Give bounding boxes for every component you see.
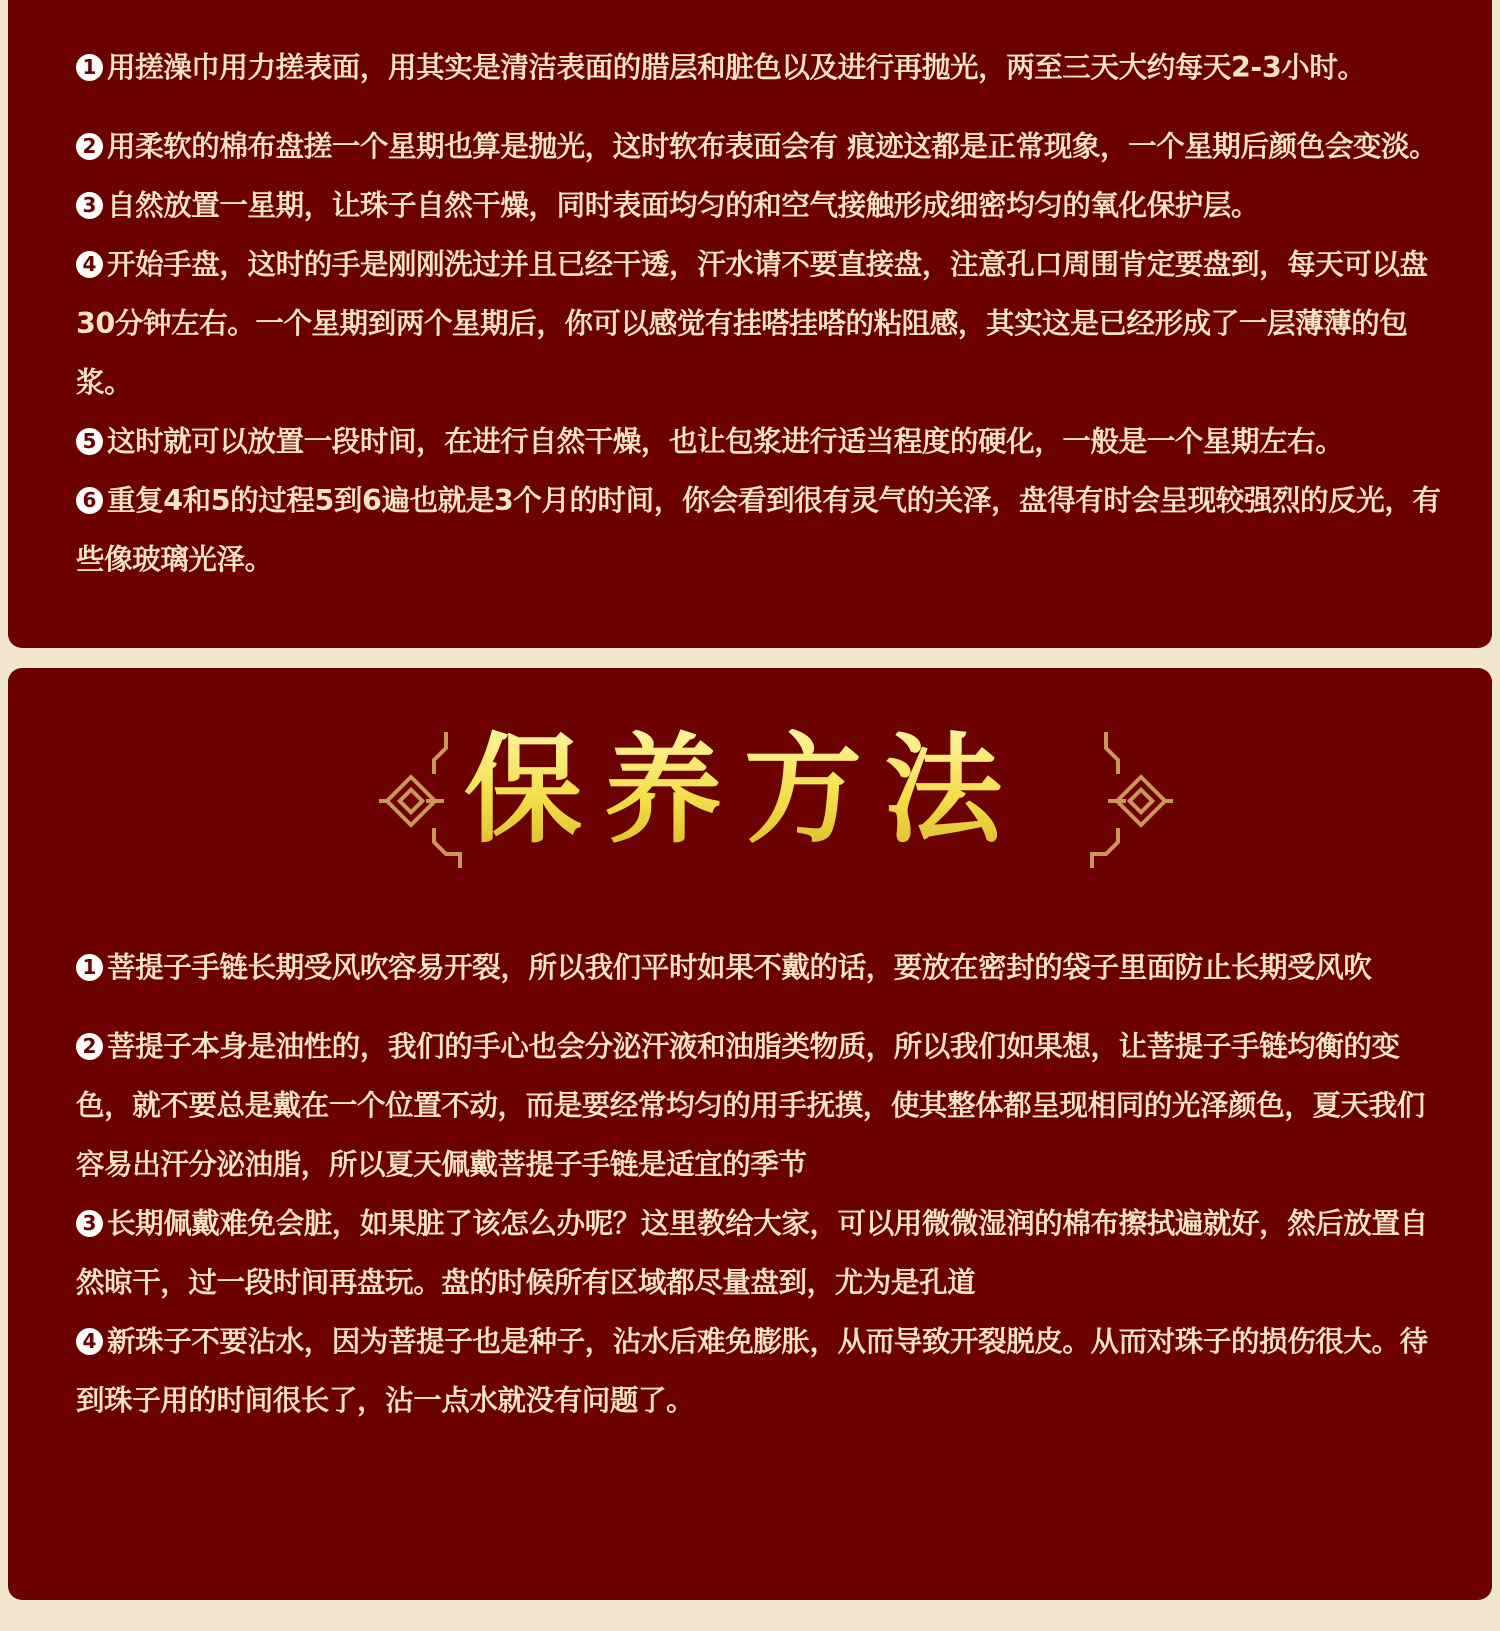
- step-number-badge: 4: [76, 251, 103, 278]
- care-item-2: [76, 1017, 1452, 1194]
- step-text: 这时就可以放置一段时间，在进行自然干燥，也让包浆进行适当程度的硬化，一般是一个星期左右。: [107, 425, 1344, 458]
- step-text: 用搓澡巾用力搓表面，用其实是清洁表面的腊层和脏色以及进行再抛光，两至三天大约每天2-3小时。: [107, 51, 1366, 84]
- item-text: 新珠子不要沾水，因为菩提子也是种子，沾水后难免膨胀，从而导致开裂脱皮。从而对珠子的损伤很大。待到珠子用的时间很长了，沾一点水就没有问题了。: [76, 1325, 1428, 1417]
- step-number-badge: 2: [76, 133, 103, 160]
- usage-step-2: [76, 117, 1452, 176]
- step-number-badge: 6: [76, 487, 103, 514]
- right-knot-ornament-icon: [1076, 726, 1176, 876]
- item-text: 菩提子手链长期受风吹容易开裂，所以我们平时如果不戴的话，要放在密封的袋子里面防止长期受风吹: [107, 951, 1372, 984]
- usage-steps-panel: [8, 0, 1492, 648]
- section-title: 保养方法: [76, 720, 1412, 860]
- step-number-badge: 1: [76, 54, 103, 81]
- step-text: 自然放置一星期，让珠子自然干燥，同时表面均匀的和空气接触形成细密均匀的氧化保护层。: [107, 189, 1260, 222]
- care-item-4: [76, 1312, 1452, 1430]
- usage-step-6: [76, 471, 1452, 589]
- usage-step-4: [76, 235, 1452, 412]
- usage-step-1: [76, 38, 1452, 97]
- step-text: 重复4和5的过程5到6遍也就是3个月的时间，你会看到很有灵气的关泽，盘得有时会呈现较强烈的反光，有些像玻璃光泽。: [76, 484, 1441, 576]
- item-text: 菩提子本身是油性的，我们的手心也会分泌汗液和油脂类物质，所以我们如果想，让菩提子手链均衡的变色，就不要总是戴在一个位置不动，而是要经常均匀的用手抚摸，使其整体都呈现相同的光泽颜色，夏天我们容易出汗分泌油脂，所以夏天佩戴菩提子手链是适宜的季节: [76, 1030, 1425, 1181]
- section-header: [76, 668, 1452, 938]
- care-item-3: [76, 1194, 1452, 1312]
- item-number-badge: 2: [76, 1033, 103, 1060]
- step-number-badge: 3: [76, 192, 103, 219]
- item-number-badge: 4: [76, 1328, 103, 1355]
- item-text: 长期佩戴难免会脏，如果脏了该怎么办呢？这里教给大家，可以用微微湿润的棉布擦拭遍就好，然后放置自然晾干，过一段时间再盘玩。盘的时候所有区域都尽量盘到，尤为是孔道: [76, 1207, 1428, 1299]
- step-text: 用柔软的棉布盘搓一个星期也算是抛光，这时软布表面会有 痕迹这都是正常现象，一个星期后颜色会变淡。: [107, 130, 1438, 163]
- item-number-badge: 3: [76, 1210, 103, 1237]
- usage-step-5: [76, 412, 1452, 471]
- step-text: 开始手盘，这时的手是刚刚洗过并且已经干透，汗水请不要直接盘，注意孔口周围肯定要盘到，每天可以盘30分钟左右。一个星期到两个星期后，你可以感觉有挂嗒挂嗒的粘阻感，其实这是已经形成了一层薄薄的包浆。: [76, 248, 1428, 399]
- care-item-1: [76, 938, 1452, 997]
- care-method-panel: [8, 668, 1492, 1600]
- item-number-badge: 1: [76, 954, 103, 981]
- usage-step-3: [76, 176, 1452, 235]
- step-number-badge: 5: [76, 428, 103, 455]
